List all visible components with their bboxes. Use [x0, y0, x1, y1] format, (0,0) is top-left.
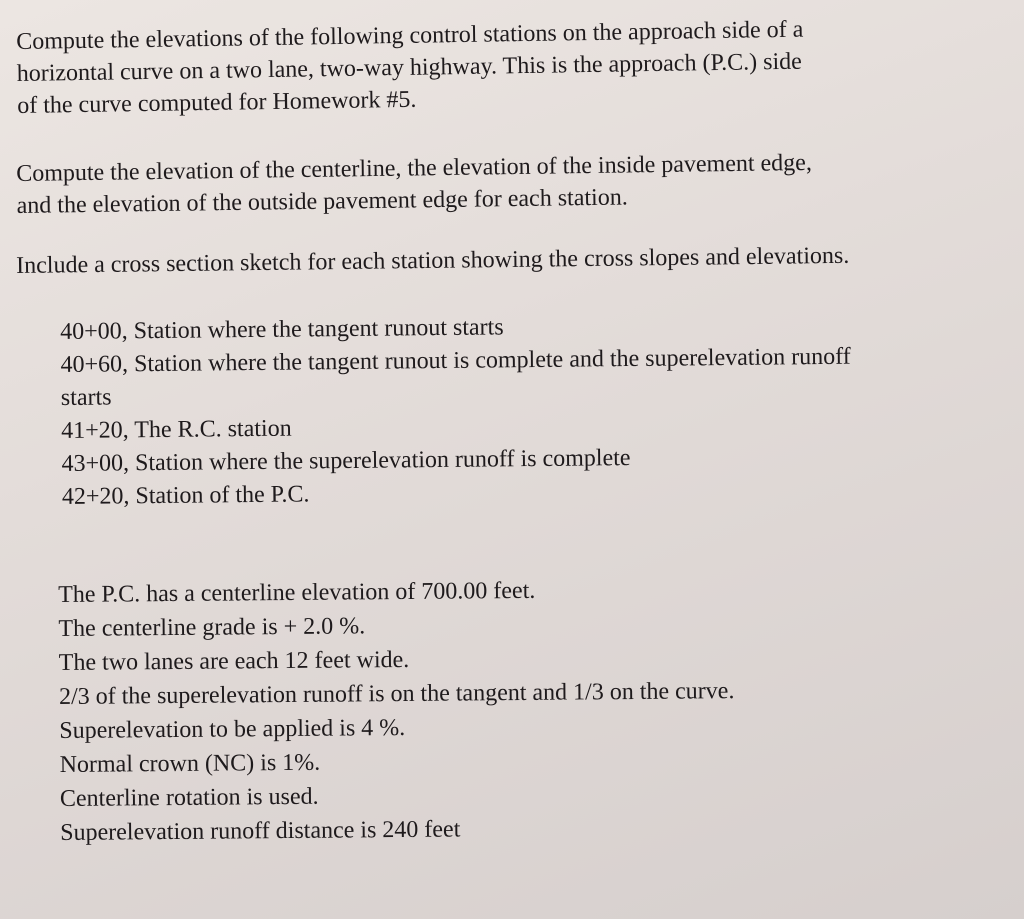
given-item: Superelevation runoff distance is 240 feet — [60, 816, 461, 846]
sketch-line: Include a cross section sketch for each station showing the cross slopes and elevations. — [16, 242, 850, 279]
given-item: The centerline grade is + 2.0 %. — [58, 613, 366, 642]
station-item: 42+20, Station of the P.C. — [61, 481, 310, 510]
given-item: The P.C. has a centerline elevation of 700.00 feet. — [58, 577, 536, 608]
given-data-list — [58, 572, 736, 850]
intro-line: Compute the elevations of the following control stations on the approach side of a — [16, 16, 804, 55]
compute-line: Compute the elevation of the centerline, the elevation of the inside pavement edge, — [16, 149, 813, 187]
given-item: 2/3 of the superelevation runoff is on the tangent and 1/3 on the curve. — [58, 678, 735, 710]
intro-line: of the curve computed for Homework #5. — [17, 86, 417, 119]
intro-paragraph — [16, 14, 805, 122]
station-item: 40+00, Station where the tangent runout starts — [60, 314, 504, 345]
compute-line: and the elevation of the outside pavement edge for each station. — [16, 184, 628, 219]
given-item: Centerline rotation is used. — [59, 783, 319, 812]
station-item-continuation: starts — [60, 384, 112, 411]
given-item: Superelevation to be applied is 4 %. — [59, 714, 406, 744]
given-item: The two lanes are each 12 feet wide. — [58, 646, 410, 676]
compute-paragraph — [16, 147, 813, 222]
given-item: Normal crown (NC) is 1%. — [59, 749, 321, 778]
station-item: 40+60, Station where the tangent runout is complete and the superelevation runoff — [60, 343, 851, 378]
station-item: 41+20, The R.C. station — [61, 415, 292, 444]
control-stations-list — [60, 308, 852, 514]
station-item: 43+00, Station where the superelevation runoff is complete — [61, 445, 631, 477]
intro-line: horizontal curve on a two lane, two-way highway. This is the approach (P.C.) side — [16, 48, 803, 87]
sketch-paragraph — [16, 240, 849, 282]
